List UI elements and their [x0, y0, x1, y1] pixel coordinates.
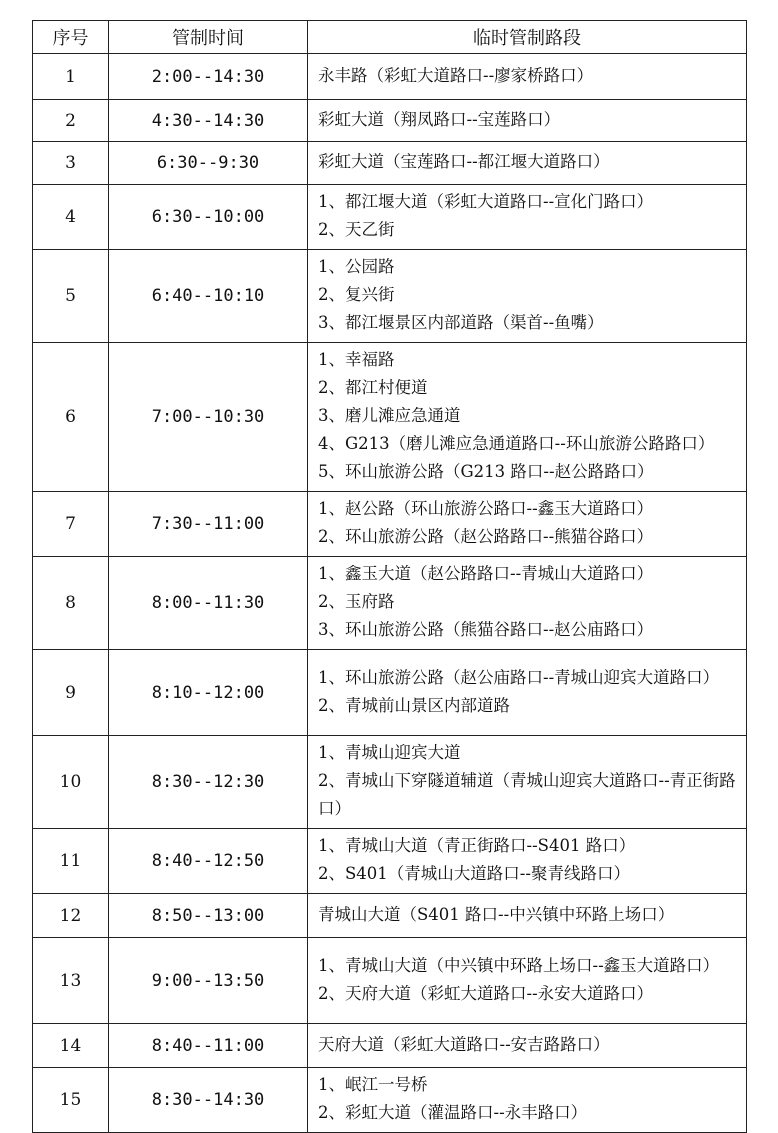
table-row — [33, 557, 747, 650]
control-time: 7:30--11:00 — [109, 492, 308, 557]
road-segments — [308, 736, 747, 829]
segment-line: 3、都江堰景区内部道路（渠首--鱼嘴） — [318, 313, 604, 332]
control-time: 6:30--10:00 — [109, 185, 308, 250]
row-number: 11 — [33, 829, 109, 894]
road-segments — [308, 1024, 747, 1068]
road-segments — [308, 100, 747, 142]
segment-line: 1、赵公路（环山旅游公路口--鑫玉大道路口） — [318, 499, 654, 518]
road-segments — [308, 142, 747, 185]
segment-line: 2、都江村便道 — [318, 378, 428, 397]
segment-line: 2、复兴街 — [318, 285, 395, 304]
row-number: 8 — [33, 557, 109, 650]
table-row — [33, 142, 747, 185]
control-time: 6:40--10:10 — [109, 250, 308, 343]
row-number: 12 — [33, 894, 109, 938]
segment-line: 1、鑫玉大道（赵公路路口--青城山大道路口） — [318, 564, 654, 583]
table-row — [33, 894, 747, 938]
segment-line: 2、玉府路 — [318, 592, 395, 611]
row-number: 3 — [33, 142, 109, 185]
control-time: 9:00--13:50 — [109, 938, 308, 1024]
row-number: 1 — [33, 54, 109, 100]
segment-line: 1、公园路 — [318, 257, 395, 276]
table-row — [33, 938, 747, 1024]
table-row — [33, 1068, 747, 1133]
segment-line: 3、磨儿滩应急通道 — [318, 406, 461, 425]
segment-line: 2、天府大道（彩虹大道路口--永安大道路口） — [318, 983, 654, 1003]
segment-line: 青城山大道（S401 路口--中兴镇中环路上场口） — [318, 904, 675, 924]
control-time: 8:30--12:30 — [109, 736, 308, 829]
segment-line: 1、都江堰大道（彩虹大道路口--宣化门路口） — [318, 192, 654, 211]
segment-line: 3、环山旅游公路（熊猫谷路口--赵公庙路口） — [318, 620, 654, 639]
control-time: 8:00--11:30 — [109, 557, 308, 650]
row-number: 10 — [33, 736, 109, 829]
table-body — [33, 54, 747, 1133]
segment-line: 1、岷江一号桥 — [318, 1075, 428, 1094]
segment-line: 2、S401（青城山大道路口--聚青线路口） — [318, 864, 630, 883]
table-row — [33, 829, 747, 894]
row-number: 5 — [33, 250, 109, 343]
table-row — [33, 343, 747, 492]
segment-line: 永丰路（彩虹大道路口--廖家桥路口） — [318, 65, 594, 85]
segment-line: 1、青城山迎宾大道 — [318, 743, 461, 762]
segment-line: 1、青城山大道（中兴镇中环路上场口--鑫玉大道路口） — [318, 955, 720, 975]
row-number: 13 — [33, 938, 109, 1024]
road-segments — [308, 250, 747, 343]
control-time: 7:00--10:30 — [109, 343, 308, 492]
segment-line: 2、天乙街 — [318, 220, 395, 239]
row-number: 2 — [33, 100, 109, 142]
segment-line: 2、青城前山景区内部道路 — [318, 695, 510, 715]
control-time: 8:30--14:30 — [109, 1068, 308, 1133]
segment-line: 彩虹大道（宝莲路口--都江堰大道路口） — [318, 152, 610, 171]
road-segments — [308, 343, 747, 492]
road-segments — [308, 938, 747, 1024]
road-segments — [308, 492, 747, 557]
segment-line: 2、彩虹大道（灌温路口--永丰路口） — [318, 1103, 588, 1122]
header-row — [33, 21, 747, 54]
header-time: 管制时间 — [109, 21, 308, 54]
control-time: 8:50--13:00 — [109, 894, 308, 938]
row-number: 15 — [33, 1068, 109, 1133]
road-segments — [308, 557, 747, 650]
control-time: 4:30--14:30 — [109, 100, 308, 142]
table-row — [33, 250, 747, 343]
control-time: 8:40--12:50 — [109, 829, 308, 894]
control-time: 2:00--14:30 — [109, 54, 308, 100]
header-number: 序号 — [33, 21, 109, 54]
road-segments — [308, 185, 747, 250]
row-number: 9 — [33, 650, 109, 736]
control-time: 8:10--12:00 — [109, 650, 308, 736]
table-row — [33, 492, 747, 557]
row-number: 4 — [33, 185, 109, 250]
table-row — [33, 650, 747, 736]
table-row — [33, 54, 747, 100]
segment-line: 2、青城山下穿隧道辅道（青城山迎宾大道路口--青正街路口） — [318, 771, 736, 818]
segment-line: 1、环山旅游公路（赵公庙路口--青城山迎宾大道路口） — [318, 667, 720, 687]
road-segments — [308, 894, 747, 938]
row-number: 6 — [33, 343, 109, 492]
road-segments — [308, 54, 747, 100]
road-segments — [308, 1068, 747, 1133]
row-number: 14 — [33, 1024, 109, 1068]
segment-line: 彩虹大道（翔凤路口--宝莲路口） — [318, 109, 561, 129]
table-row — [33, 736, 747, 829]
control-time: 8:40--11:00 — [109, 1024, 308, 1068]
header-segment: 临时管制路段 — [308, 21, 747, 54]
segment-line: 5、环山旅游公路（G213 路口--赵公路路口） — [318, 462, 654, 481]
control-time: 6:30--9:30 — [109, 142, 308, 185]
row-number: 7 — [33, 492, 109, 557]
table-row — [33, 1024, 747, 1068]
segment-line: 天府大道（彩虹大道路口--安吉路路口） — [318, 1034, 610, 1054]
road-segments — [308, 650, 747, 736]
segment-line: 2、环山旅游公路（赵公路路口--熊猫谷路口） — [318, 527, 654, 546]
segment-line: 4、G213（磨儿滩应急通道路口--环山旅游公路路口） — [318, 434, 715, 453]
traffic-control-table — [32, 20, 747, 1133]
segment-line: 1、幸福路 — [318, 350, 395, 369]
road-segments — [308, 829, 747, 894]
segment-line: 1、青城山大道（青正街路口--S401 路口） — [318, 836, 636, 855]
table-row — [33, 100, 747, 142]
table-row — [33, 185, 747, 250]
